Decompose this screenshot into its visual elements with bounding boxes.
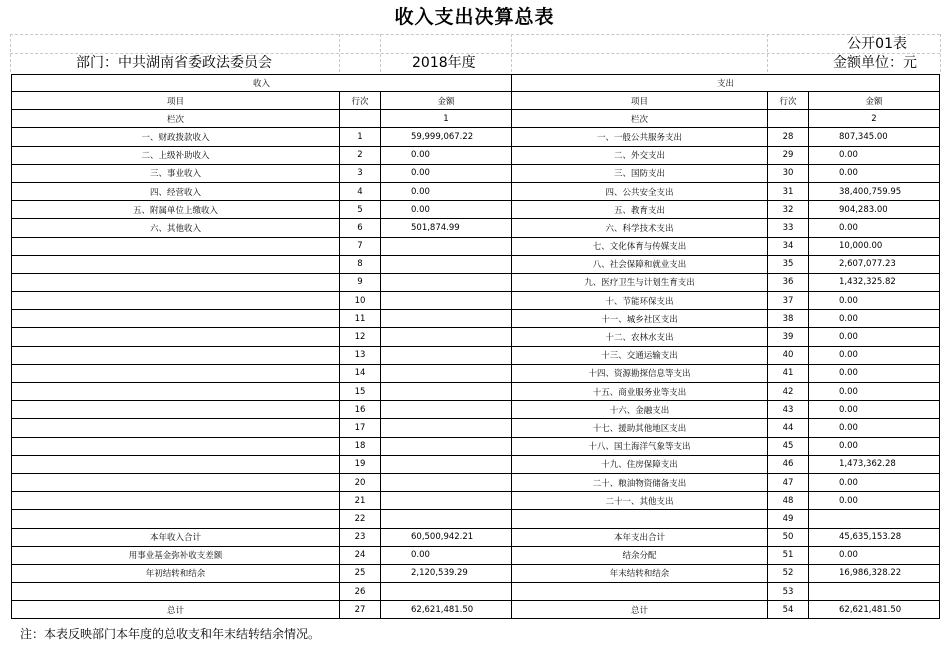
- table-row: [12, 401, 940, 419]
- expense-amount-cell: 0.00: [809, 219, 940, 237]
- income-row-no-cell: 8: [340, 255, 381, 273]
- income-amount-cell: 0.00: [381, 146, 512, 164]
- income-item-cell: [12, 328, 340, 346]
- expense-row-no-cell: 36: [768, 273, 809, 291]
- expense-column-index-label: 栏次: [512, 110, 768, 128]
- income-item-cell: 总计: [12, 601, 340, 619]
- income-amount-cell: 0.00: [381, 182, 512, 200]
- income-row-no-cell: 7: [340, 237, 381, 255]
- income-row-no-cell: 3: [340, 164, 381, 182]
- income-item-cell: [12, 510, 340, 528]
- income-row-no-cell: 25: [340, 564, 381, 582]
- expense-row-no-cell: 49: [768, 510, 809, 528]
- expense-amount-cell: 62,621,481.50: [809, 601, 940, 619]
- expense-item-cell: 二十一、其他支出: [512, 492, 768, 510]
- expense-item-cell: 十九、住房保障支出: [512, 455, 768, 473]
- grid-line: [10, 34, 11, 72]
- income-amount-cell: 501,874.99: [381, 219, 512, 237]
- table-row: [12, 528, 940, 546]
- income-amount-cell: [381, 419, 512, 437]
- income-item-cell: [12, 292, 340, 310]
- expense-amount-cell: 0.00: [809, 419, 940, 437]
- expense-column-index-blank: [768, 110, 809, 128]
- table-row: [12, 419, 940, 437]
- expense-amount-cell: 0.00: [809, 328, 940, 346]
- expense-row-no-cell: 30: [768, 164, 809, 182]
- expense-row-no-cell: 43: [768, 401, 809, 419]
- income-row-no-cell: 11: [340, 310, 381, 328]
- income-row-no-cell: 14: [340, 364, 381, 382]
- table-row: [12, 383, 940, 401]
- expense-item-cell: 十二、农林水支出: [512, 328, 768, 346]
- expense-item-cell: 八、社会保障和就业支出: [512, 255, 768, 273]
- income-amount-cell: 60,500,942.21: [381, 528, 512, 546]
- column-index-row: [12, 110, 940, 128]
- income-row-no-cell: 18: [340, 437, 381, 455]
- expense-amount-cell: 904,283.00: [809, 201, 940, 219]
- income-section-header: 收入: [12, 75, 512, 92]
- income-row-no-cell: 27: [340, 601, 381, 619]
- expense-amount-cell: 38,400,759.95: [809, 182, 940, 200]
- expense-item-cell: 十六、金融支出: [512, 401, 768, 419]
- income-amount-cell: [381, 237, 512, 255]
- income-item-cell: 四、经营收入: [12, 182, 340, 200]
- expense-row-no-cell: 32: [768, 201, 809, 219]
- income-item-cell: [12, 401, 340, 419]
- table-row: [12, 273, 940, 291]
- expense-item-cell: 本年支出合计: [512, 528, 768, 546]
- expense-item-cell: 四、公共安全支出: [512, 182, 768, 200]
- income-row-no-cell: 9: [340, 273, 381, 291]
- income-item-cell: [12, 273, 340, 291]
- income-item-cell: [12, 346, 340, 364]
- expense-item-cell: 结余分配: [512, 546, 768, 564]
- table-row: [12, 255, 940, 273]
- fiscal-year: 2018年度: [412, 55, 476, 71]
- income-item-cell: 用事业基金弥补收支差额: [12, 546, 340, 564]
- expense-row-no-cell: 37: [768, 292, 809, 310]
- expense-row-no-cell: 42: [768, 383, 809, 401]
- income-column-index: 1: [381, 110, 512, 128]
- table-row: [12, 146, 940, 164]
- expense-item-cell: 九、医疗卫生与计划生育支出: [512, 273, 768, 291]
- expense-row-no-cell: 50: [768, 528, 809, 546]
- income-item-cell: [12, 237, 340, 255]
- income-column-index-blank: [340, 110, 381, 128]
- income-item-cell: [12, 437, 340, 455]
- income-amount-cell: [381, 583, 512, 601]
- expense-item-cell: 一、一般公共服务支出: [512, 128, 768, 146]
- expense-item-cell: [512, 510, 768, 528]
- income-expense-table: [11, 74, 940, 619]
- table-row: [12, 164, 940, 182]
- income-amount-cell: [381, 437, 512, 455]
- expense-item-cell: 五、教育支出: [512, 201, 768, 219]
- income-row-no-cell: 26: [340, 583, 381, 601]
- table-row: [12, 346, 940, 364]
- table-row: [12, 128, 940, 146]
- table-row: [12, 310, 940, 328]
- expense-row-no-cell: 54: [768, 601, 809, 619]
- grid-line: [767, 34, 768, 72]
- income-item-cell: [12, 419, 340, 437]
- expense-item-cell: 十、节能环保支出: [512, 292, 768, 310]
- expense-row-no-cell: 39: [768, 328, 809, 346]
- expense-row-no-cell: 45: [768, 437, 809, 455]
- income-item-cell: [12, 383, 340, 401]
- income-row-no-cell: 21: [340, 492, 381, 510]
- table-row: [12, 219, 940, 237]
- expense-row-no-cell: 34: [768, 237, 809, 255]
- expense-row-no-cell: 41: [768, 364, 809, 382]
- income-item-cell: 二、上级补助收入: [12, 146, 340, 164]
- expense-row-no-cell: 46: [768, 455, 809, 473]
- expense-amount-cell: 16,986,328.22: [809, 564, 940, 582]
- expense-item-cell: 十四、资源勘探信息等支出: [512, 364, 768, 382]
- income-row-no-cell: 23: [340, 528, 381, 546]
- income-amount-cell: [381, 273, 512, 291]
- grid-line: [10, 34, 940, 35]
- income-item-cell: [12, 455, 340, 473]
- income-amount-header: 金额: [381, 92, 512, 110]
- income-amount-cell: [381, 492, 512, 510]
- expense-item-cell: 七、文化体育与传媒支出: [512, 237, 768, 255]
- expense-item-cell: [512, 583, 768, 601]
- expense-row-no-header: 行次: [768, 92, 809, 110]
- expense-row-no-cell: 31: [768, 182, 809, 200]
- income-amount-cell: [381, 328, 512, 346]
- table-row: [12, 292, 940, 310]
- income-item-cell: [12, 492, 340, 510]
- expense-amount-cell: 10,000.00: [809, 237, 940, 255]
- income-amount-cell: [381, 473, 512, 491]
- table-row: [12, 601, 940, 619]
- expense-amount-cell: 0.00: [809, 146, 940, 164]
- table-row: [12, 364, 940, 382]
- income-amount-cell: 0.00: [381, 546, 512, 564]
- income-row-no-cell: 10: [340, 292, 381, 310]
- income-row-no-cell: 4: [340, 182, 381, 200]
- table-row: [12, 201, 940, 219]
- currency-unit: 金额单位：元: [833, 55, 917, 71]
- income-item-cell: 三、事业收入: [12, 164, 340, 182]
- grid-line: [511, 34, 512, 72]
- income-item-cell: 年初结转和结余: [12, 564, 340, 582]
- expense-row-no-cell: 40: [768, 346, 809, 364]
- expense-item-cell: 三、国防支出: [512, 164, 768, 182]
- income-row-no-cell: 2: [340, 146, 381, 164]
- table-row: [12, 328, 940, 346]
- expense-row-no-cell: 44: [768, 419, 809, 437]
- income-column-index-label: 栏次: [12, 110, 340, 128]
- income-amount-cell: [381, 455, 512, 473]
- income-amount-cell: 59,999,067.22: [381, 128, 512, 146]
- expense-amount-cell: 0.00: [809, 310, 940, 328]
- table-row: [12, 546, 940, 564]
- expense-item-cell: 十八、国土海洋气象等支出: [512, 437, 768, 455]
- table-row: [12, 510, 940, 528]
- income-amount-cell: 0.00: [381, 201, 512, 219]
- income-row-no-cell: 17: [340, 419, 381, 437]
- income-amount-cell: 2,120,539.29: [381, 564, 512, 582]
- income-row-no-header: 行次: [340, 92, 381, 110]
- column-header-row: [12, 92, 940, 110]
- income-row-no-cell: 24: [340, 546, 381, 564]
- expense-row-no-cell: 33: [768, 219, 809, 237]
- expense-row-no-cell: 52: [768, 564, 809, 582]
- expense-amount-cell: 807,345.00: [809, 128, 940, 146]
- income-item-cell: 六、其他收入: [12, 219, 340, 237]
- expense-item-cell: 二十、粮油物资储备支出: [512, 473, 768, 491]
- department-label: 部门：中共湖南省委政法委员会: [76, 55, 272, 71]
- income-amount-cell: [381, 401, 512, 419]
- expense-amount-cell: 0.00: [809, 383, 940, 401]
- expense-item-cell: 总计: [512, 601, 768, 619]
- expense-amount-cell: 0.00: [809, 437, 940, 455]
- section-header-row: [12, 75, 940, 92]
- income-item-cell: [12, 364, 340, 382]
- form-number: 公开01表: [847, 36, 907, 52]
- expense-amount-cell: 0.00: [809, 492, 940, 510]
- expense-row-no-cell: 38: [768, 310, 809, 328]
- expense-amount-cell: [809, 510, 940, 528]
- expense-amount-cell: 0.00: [809, 546, 940, 564]
- table-row: [12, 564, 940, 582]
- expense-row-no-cell: 28: [768, 128, 809, 146]
- expense-item-cell: 十七、援助其他地区支出: [512, 419, 768, 437]
- expense-amount-cell: 0.00: [809, 364, 940, 382]
- income-amount-cell: 62,621,481.50: [381, 601, 512, 619]
- income-amount-cell: [381, 292, 512, 310]
- grid-line: [940, 34, 941, 72]
- income-item-cell: [12, 310, 340, 328]
- income-amount-cell: [381, 255, 512, 273]
- expense-item-header: 项目: [512, 92, 768, 110]
- page-title: 收入支出决算总表: [394, 6, 555, 28]
- table-row: [12, 492, 940, 510]
- income-row-no-cell: 19: [340, 455, 381, 473]
- expense-item-cell: 二、外交支出: [512, 146, 768, 164]
- expense-amount-cell: 0.00: [809, 401, 940, 419]
- income-item-cell: 一、财政拨款收入: [12, 128, 340, 146]
- expense-amount-header: 金额: [809, 92, 940, 110]
- expense-amount-cell: 0.00: [809, 473, 940, 491]
- grid-line: [380, 34, 381, 72]
- income-row-no-cell: 15: [340, 383, 381, 401]
- expense-amount-cell: 0.00: [809, 164, 940, 182]
- income-amount-cell: 0.00: [381, 164, 512, 182]
- expense-row-no-cell: 53: [768, 583, 809, 601]
- footnote: 注：本表反映部门本年度的总收支和年末结转结余情况。: [20, 627, 321, 641]
- income-item-cell: [12, 255, 340, 273]
- expense-item-cell: 十三、交通运输支出: [512, 346, 768, 364]
- table-row: [12, 455, 940, 473]
- expense-row-no-cell: 47: [768, 473, 809, 491]
- income-row-no-cell: 16: [340, 401, 381, 419]
- expense-item-cell: 六、科学技术支出: [512, 219, 768, 237]
- income-amount-cell: [381, 310, 512, 328]
- income-item-cell: 本年收入合计: [12, 528, 340, 546]
- income-amount-cell: [381, 346, 512, 364]
- income-row-no-cell: 20: [340, 473, 381, 491]
- income-item-cell: [12, 583, 340, 601]
- expense-amount-cell: 0.00: [809, 292, 940, 310]
- income-item-cell: 五、附属单位上缴收入: [12, 201, 340, 219]
- income-row-no-cell: 1: [340, 128, 381, 146]
- expense-amount-cell: [809, 583, 940, 601]
- expense-amount-cell: 45,635,153.28: [809, 528, 940, 546]
- income-row-no-cell: 6: [340, 219, 381, 237]
- expense-amount-cell: 1,432,325.82: [809, 273, 940, 291]
- grid-line: [339, 34, 340, 72]
- table-row: [12, 583, 940, 601]
- income-row-no-cell: 5: [340, 201, 381, 219]
- expense-row-no-cell: 48: [768, 492, 809, 510]
- expense-item-cell: 十五、商业服务业等支出: [512, 383, 768, 401]
- income-row-no-cell: 13: [340, 346, 381, 364]
- income-amount-cell: [381, 383, 512, 401]
- table-row: [12, 437, 940, 455]
- expense-amount-cell: 1,473,362.28: [809, 455, 940, 473]
- expense-amount-cell: 0.00: [809, 346, 940, 364]
- income-row-no-cell: 12: [340, 328, 381, 346]
- income-item-cell: [12, 473, 340, 491]
- income-item-header: 项目: [12, 92, 340, 110]
- expense-amount-cell: 2,607,077.23: [809, 255, 940, 273]
- table-row: [12, 237, 940, 255]
- table-row: [12, 182, 940, 200]
- expense-item-cell: 十一、城乡社区支出: [512, 310, 768, 328]
- expense-item-cell: 年末结转和结余: [512, 564, 768, 582]
- expense-column-index: 2: [809, 110, 940, 128]
- table-row: [12, 473, 940, 491]
- income-row-no-cell: 22: [340, 510, 381, 528]
- income-amount-cell: [381, 364, 512, 382]
- income-amount-cell: [381, 510, 512, 528]
- expense-section-header: 支出: [512, 75, 940, 92]
- expense-row-no-cell: 29: [768, 146, 809, 164]
- expense-row-no-cell: 51: [768, 546, 809, 564]
- expense-row-no-cell: 35: [768, 255, 809, 273]
